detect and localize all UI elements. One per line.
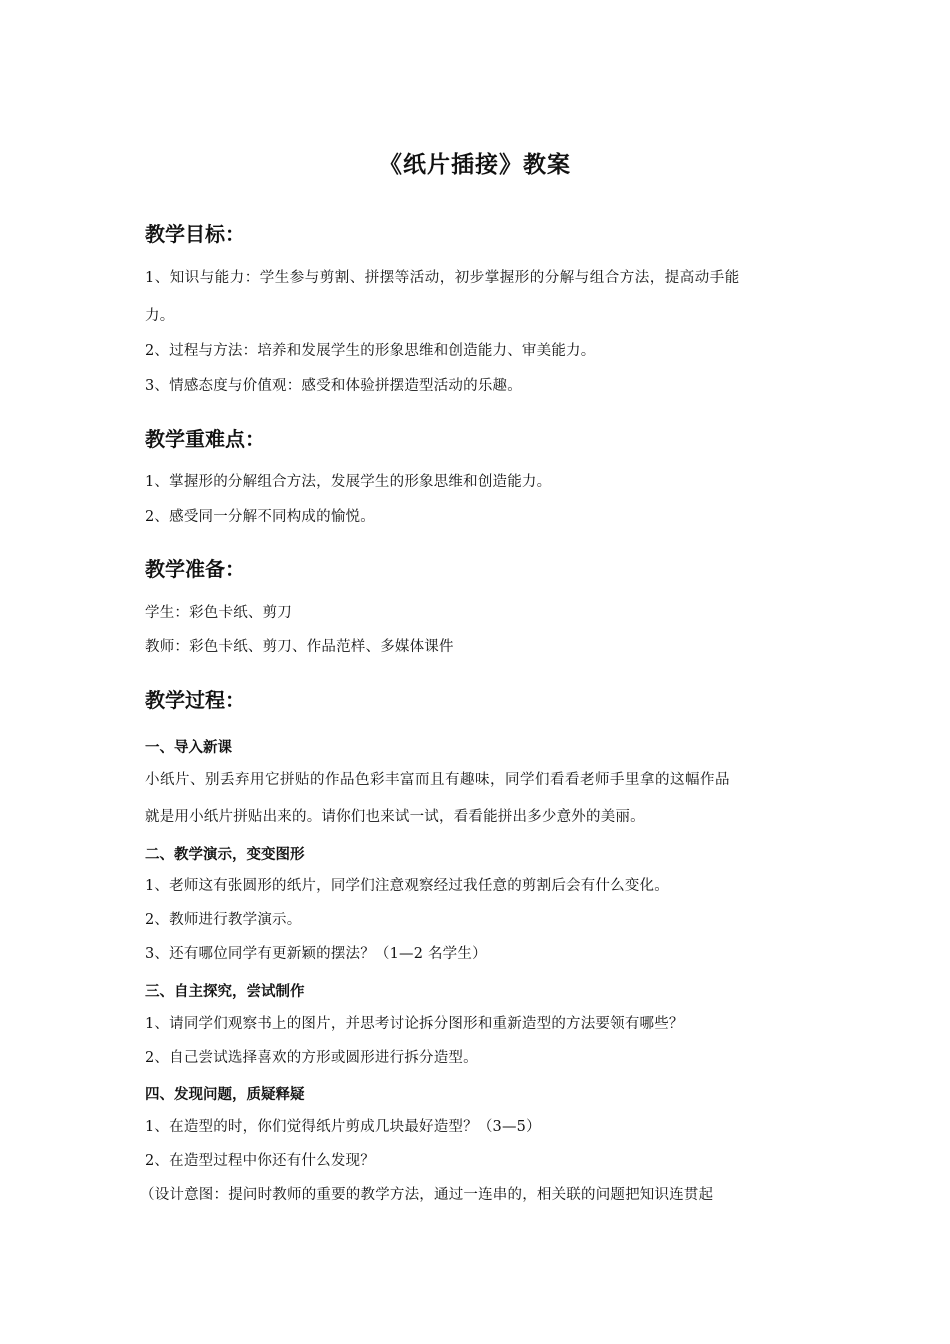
step3-line-1: 1、请同学们观察书上的图片，并思考讨论拆分图形和重新造型的方法要领有哪些？: [145, 1016, 684, 1032]
objectives-line-2: 力。: [145, 308, 175, 324]
step3-title: 三、自主探究，尝试制作: [145, 984, 305, 1000]
step1-line-2: 就是用小纸片拼贴出来的。请你们也来试一试，看看能拼出多少意外的美丽。: [145, 809, 645, 825]
step4-line-3: （设计意图：提问时教师的重要的教学方法，通过一连串的，相关联的问题把知识连贯起: [140, 1187, 714, 1203]
process-heading: 教学过程：: [145, 688, 245, 712]
document-title: 《纸片插接》教案: [379, 152, 571, 178]
key-points-heading: 教学重难点：: [145, 427, 265, 451]
objectives-line-4: 3、情感态度与价值观：感受和体验拼摆造型活动的乐趣。: [145, 378, 522, 394]
step2-title: 二、教学演示，变变图形: [145, 847, 305, 863]
objectives-heading: 教学目标：: [145, 222, 245, 246]
step3-line-2: 2、自己尝试选择喜欢的方形或圆形进行拆分造型。: [145, 1050, 478, 1066]
objectives-line-3: 2、过程与方法：培养和发展学生的形象思维和创造能力、审美能力。: [145, 343, 596, 359]
step2-line-3: 3、还有哪位同学有更新颖的摆法？（1—2 名学生）: [145, 946, 487, 962]
step1-line-1: 小纸片、别丢弃用它拼贴的作品色彩丰富而且有趣味，同学们看看老师手里拿的这幅作品: [145, 772, 730, 788]
objectives-line-1: 1、知识与能力：学生参与剪割、拼摆等活动，初步掌握形的分解与组合方法，提高动手能: [145, 270, 740, 286]
step4-line-2: 2、在造型过程中你还有什么发现？: [145, 1153, 375, 1169]
key-points-line-1: 1、掌握形的分解组合方法，发展学生的形象思维和创造能力。: [145, 474, 552, 490]
step4-line-1: 1、在造型的时，你们觉得纸片剪成几块最好造型？（3—5）: [145, 1119, 541, 1135]
key-points-line-2: 2、感受同一分解不同构成的愉悦。: [145, 509, 375, 525]
step4-title: 四、发现问题，质疑释疑: [145, 1087, 305, 1103]
step2-line-1: 1、老师这有张圆形的纸片，同学们注意观察经过我任意的剪割后会有什么变化。: [145, 878, 669, 894]
step2-line-2: 2、教师进行教学演示。: [145, 912, 302, 928]
step1-title: 一、导入新课: [145, 740, 232, 756]
preparation-heading: 教学准备：: [145, 557, 245, 581]
preparation-line-1: 学生：彩色卡纸、剪刀: [145, 605, 292, 621]
preparation-line-2: 教师：彩色卡纸、剪刀、作品范样、多媒体课件: [145, 639, 454, 655]
